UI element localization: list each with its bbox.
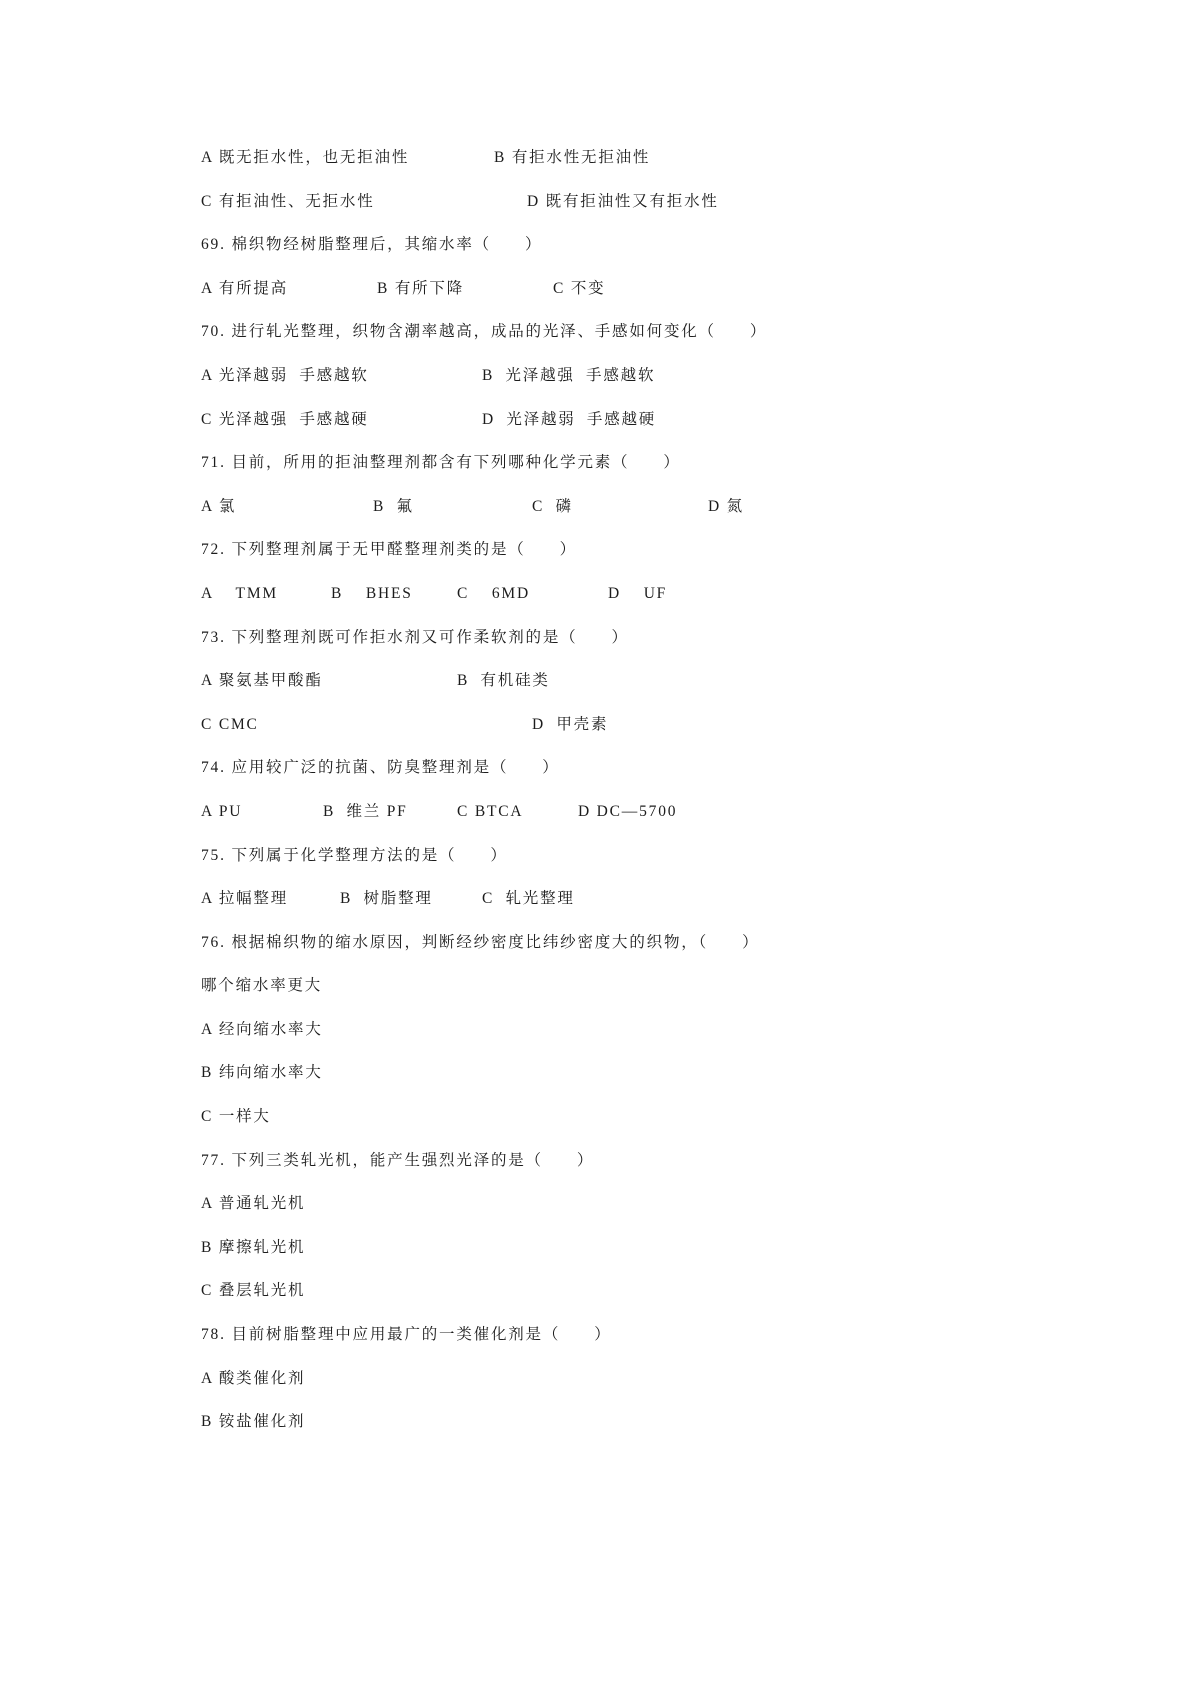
option-b: B 有机硅类 (457, 672, 550, 690)
question-stem: 78. 目前树脂整理中应用最广的一类催化剂是（ ） (201, 1326, 612, 1344)
option-c: C 轧光整理 (482, 890, 575, 908)
option-c: C 光泽越强 手感越硬 (201, 410, 369, 428)
question-row (0, 321, 1191, 365)
option-a: A PU (201, 802, 243, 820)
options-row (0, 1411, 1191, 1455)
question-row (0, 1150, 1191, 1194)
option-a: A 经向缩水率大 (201, 1020, 323, 1038)
option-d: D UF (608, 584, 668, 602)
option-c: C 磷 (532, 497, 573, 515)
option-d: D 氮 (708, 497, 744, 515)
options-row (0, 1019, 1191, 1063)
options-row (0, 714, 1191, 758)
options-row (0, 365, 1191, 409)
question-stem: 75. 下列属于化学整理方法的是（ ） (201, 846, 508, 864)
options-row (0, 1368, 1191, 1412)
option-a: A 既无拒水性，也无拒油性 (201, 149, 410, 166)
option-b: B 铵盐催化剂 (201, 1413, 306, 1431)
option-b: B 光泽越强 手感越软 (482, 366, 656, 384)
option-b: B 纬向缩水率大 (201, 1064, 323, 1082)
option-a: A 普通轧光机 (201, 1195, 306, 1213)
question-row (0, 539, 1191, 583)
question-stem: 72. 下列整理剂属于无甲醛整理剂类的是（ ） (201, 541, 577, 559)
options-row (0, 1193, 1191, 1237)
question-stem: 71. 目前，所用的拒油整理剂都含有下列哪种化学元素（ ） (201, 454, 681, 472)
question-row (0, 845, 1191, 889)
option-b: B 有拒水性无拒油性 (494, 149, 651, 166)
option-c: C 不变 (553, 279, 606, 297)
option-c: C 叠层轧光机 (201, 1282, 306, 1300)
option-c: C CMC (201, 715, 259, 733)
option-d: D DC—5700 (578, 802, 678, 820)
question-row (0, 627, 1191, 671)
option-d: D 光泽越弱 手感越硬 (482, 410, 657, 428)
options-row (0, 1106, 1191, 1150)
options-row (0, 1280, 1191, 1324)
option-a: A 光泽越弱 手感越软 (201, 366, 369, 384)
option-a: A 聚氨基甲酸酯 (201, 672, 323, 690)
question-row (0, 1324, 1191, 1368)
option-c: C 6MD (457, 584, 530, 602)
options-row (0, 1062, 1191, 1106)
option-b: B 有所下降 (377, 279, 465, 297)
option-c: C BTCA (457, 802, 524, 820)
question-row (0, 757, 1191, 801)
option-c: C 一样大 (201, 1108, 271, 1126)
option-a: A 酸类催化剂 (201, 1369, 306, 1387)
question-row (0, 975, 1191, 1019)
option-d: D 既有拒油性又有拒水性 (527, 192, 719, 210)
options-row (0, 1237, 1191, 1281)
question-stem: 73. 下列整理剂既可作拒水剂又可作柔软剂的是（ ） (201, 628, 629, 646)
options-row (0, 888, 1191, 932)
options-row (0, 670, 1191, 714)
question-stem: 74. 应用较广泛的抗菌、防臭整理剂是（ ） (201, 759, 560, 777)
option-a: A 有所提高 (201, 279, 289, 297)
options-row (0, 801, 1191, 845)
option-b: B BHES (331, 584, 413, 602)
question-stem-continued: 哪个缩水率更大 (201, 977, 323, 995)
option-b: B 维兰 PF (323, 802, 408, 820)
option-a: A 拉幅整理 (201, 890, 289, 908)
question-stem: 77. 下列三类轧光机，能产生强烈光泽的是（ ） (201, 1151, 595, 1169)
option-c: C 有拒油性、无拒水性 (201, 192, 375, 210)
question-stem: 70. 进行轧光整理，织物含潮率越高，成品的光泽、手感如何变化（ ） (201, 323, 768, 341)
option-b: B 树脂整理 (340, 890, 433, 908)
question-stem: 76. 根据棉织物的缩水原因，判断经纱密度比纬纱密度大的织物，（ ） (201, 933, 760, 951)
option-a: A TMM (201, 584, 278, 602)
option-d: D 甲壳素 (532, 715, 609, 733)
option-b: B 摩擦轧光机 (201, 1238, 306, 1256)
question-row (0, 932, 1191, 976)
option-b: B 氟 (373, 497, 414, 515)
question-stem: 69. 棉织物经树脂整理后，其缩水率（ ） (201, 236, 543, 254)
options-row (0, 409, 1191, 453)
options-row (0, 278, 1191, 322)
question-row (0, 234, 1191, 278)
question-row (0, 452, 1191, 496)
options-row (0, 496, 1191, 540)
options-row (0, 191, 1191, 235)
options-row (0, 147, 1191, 191)
options-row (0, 583, 1191, 627)
option-a: A 氯 (201, 497, 237, 515)
